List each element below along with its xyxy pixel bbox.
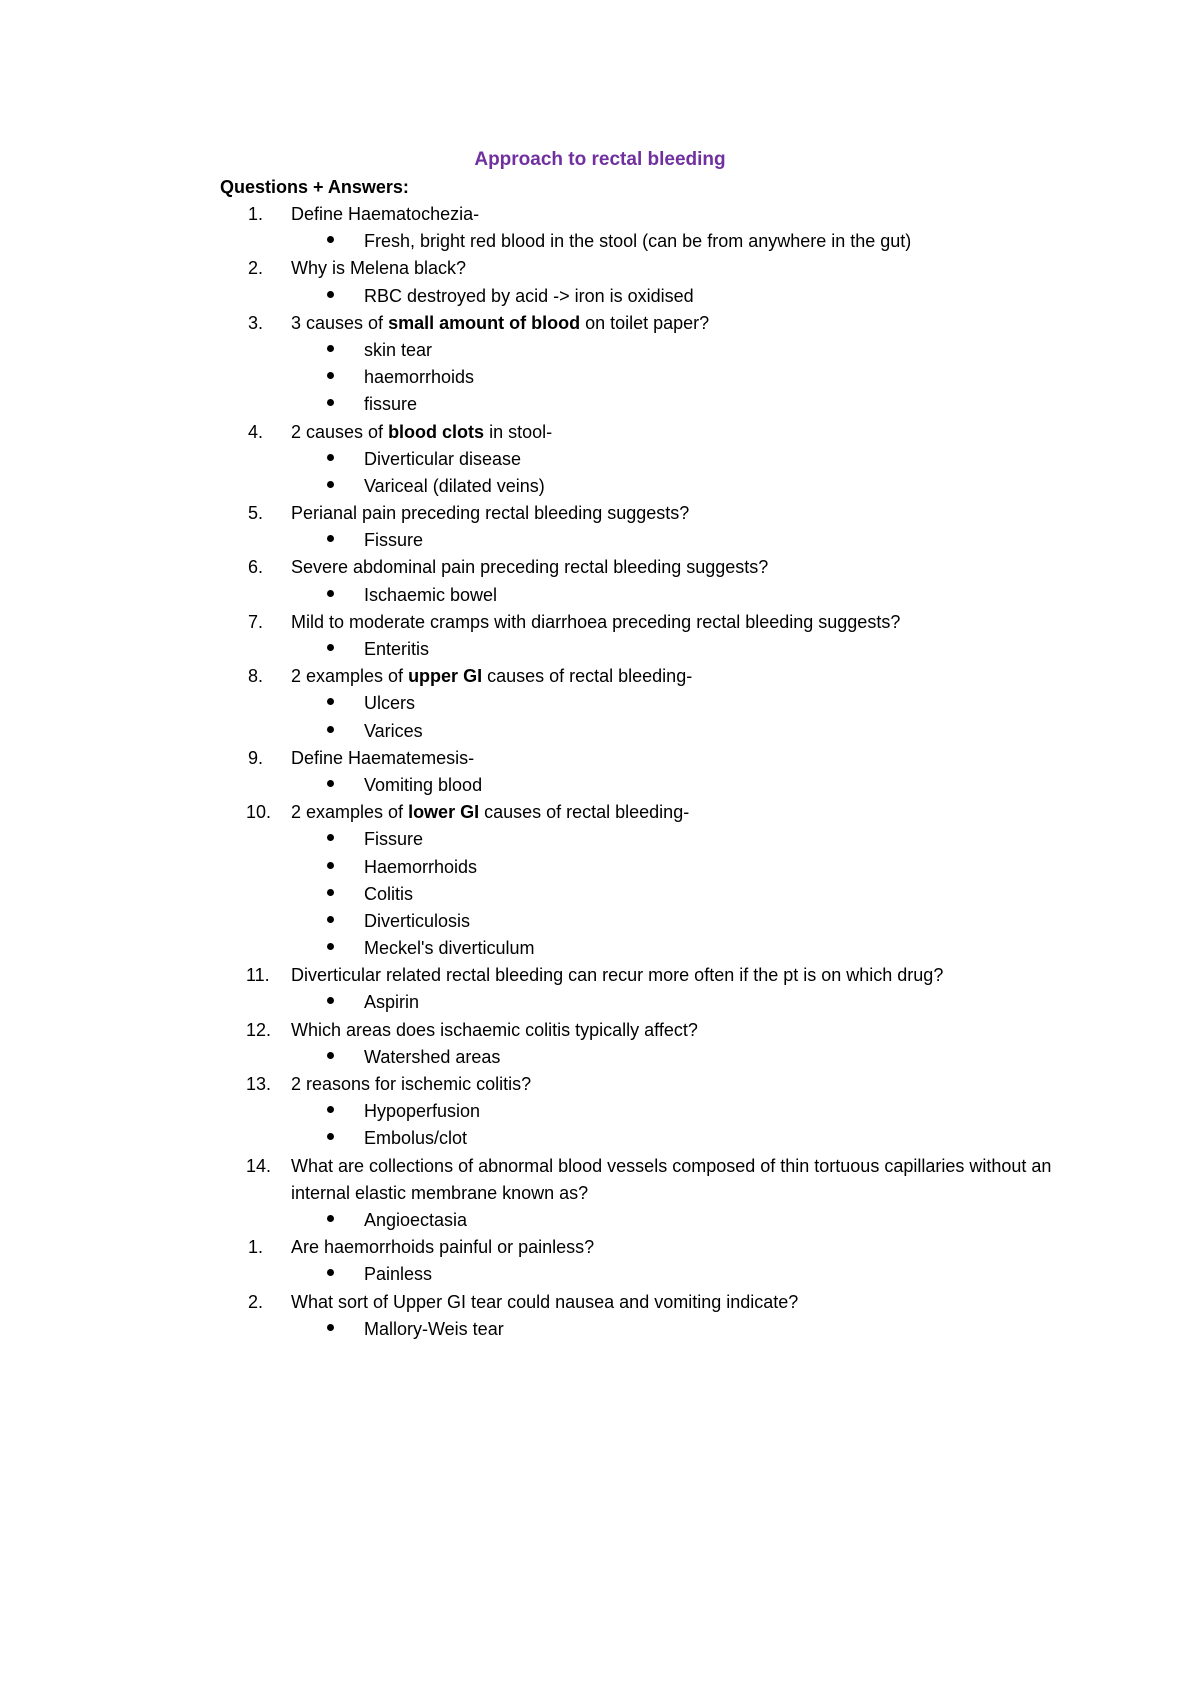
question-text: 2 causes of blood clots in stool- <box>291 421 553 442</box>
question-text: 2 examples of lower GI causes of rectal bleeding- <box>291 802 690 823</box>
answer-text: haemorrhoids <box>364 367 475 388</box>
answer-text: skin tear <box>364 339 433 360</box>
bullet-icon <box>327 1133 334 1140</box>
question-number: 2. <box>248 1291 264 1312</box>
question-item <box>0 1071 1200 1153</box>
answer-text: Aspirin <box>364 992 420 1013</box>
bullet-icon <box>327 236 334 243</box>
answer-item <box>0 935 1200 962</box>
question-number: 2. <box>248 258 264 279</box>
answer-list <box>0 989 1200 1016</box>
question-row <box>0 419 1200 446</box>
question-item <box>0 962 1200 1016</box>
question-row <box>0 609 1200 636</box>
question-text: Perianal pain preceding rectal bleeding suggests? <box>291 503 690 524</box>
bullet-icon <box>327 481 334 488</box>
document-title: Approach to rectal bleeding <box>474 149 726 170</box>
question-text: Diverticular related rectal bleeding can recur more often if the pt is on which drug? <box>291 965 944 986</box>
bullet-icon <box>327 644 334 651</box>
question-text: Are haemorrhoids painful or painless? <box>291 1237 595 1258</box>
bullet-icon <box>327 590 334 597</box>
question-number: 4. <box>248 421 264 442</box>
answer-item <box>0 690 1200 717</box>
question-text: 2 reasons for ischemic colitis? <box>291 1074 532 1094</box>
question-item <box>0 609 1200 663</box>
question-item <box>0 500 1200 554</box>
answer-item <box>0 283 1200 310</box>
answer-item <box>0 772 1200 799</box>
bullet-icon <box>327 862 334 869</box>
answer-text: Diverticular disease <box>364 448 522 469</box>
bullet-icon <box>327 454 334 461</box>
question-text: Why is Melena black? <box>291 258 467 279</box>
answer-text: Fissure <box>364 829 424 850</box>
question-item <box>0 554 1200 608</box>
question-item <box>0 255 1200 309</box>
answer-list <box>0 772 1200 799</box>
bullet-icon <box>327 834 334 841</box>
section-heading: Questions + Answers: <box>220 177 409 197</box>
question-row <box>0 1071 1200 1098</box>
bullet-icon <box>327 345 334 352</box>
answer-list <box>0 1316 1200 1343</box>
answer-item <box>0 1125 1200 1152</box>
question-item <box>0 419 1200 501</box>
answer-item <box>0 1316 1200 1343</box>
question-number: 9. <box>248 747 264 768</box>
answer-list <box>0 446 1200 500</box>
bullet-icon <box>327 698 334 705</box>
question-row <box>0 310 1200 337</box>
answer-item <box>0 1098 1200 1125</box>
question-text: Define Haematochezia- <box>291 204 480 224</box>
question-number: 12. <box>246 1019 272 1040</box>
question-emphasis: small amount of blood <box>388 312 581 333</box>
answer-text: Ulcers <box>364 693 416 714</box>
answer-text: Varices <box>364 720 423 741</box>
question-item <box>0 1153 1200 1235</box>
answer-item <box>0 527 1200 554</box>
question-number: 5. <box>248 503 264 524</box>
answer-list <box>0 527 1200 554</box>
answer-item <box>0 446 1200 473</box>
answer-text: Enteritis <box>364 639 430 659</box>
answer-text: fissure <box>364 394 418 415</box>
answer-list <box>0 1261 1200 1288</box>
answer-text: Watershed areas <box>364 1046 501 1067</box>
answer-item <box>0 1207 1200 1234</box>
bullet-icon <box>327 780 334 787</box>
question-row <box>0 554 1200 581</box>
question-number: 8. <box>248 666 264 687</box>
answer-text: Haemorrhoids <box>364 856 478 877</box>
question-number: 11. <box>246 965 270 986</box>
answer-item <box>0 364 1200 391</box>
question-row <box>0 1153 1200 1207</box>
question-row <box>0 1017 1200 1044</box>
answer-item <box>0 854 1200 881</box>
question-number: 1. <box>248 1237 264 1258</box>
question-row <box>0 255 1200 282</box>
question-number: 14. <box>246 1155 272 1176</box>
question-item <box>0 201 1200 255</box>
answer-text: Diverticulosis <box>364 910 471 931</box>
answer-list <box>0 636 1200 663</box>
question-item <box>0 1017 1200 1071</box>
question-item <box>0 799 1200 962</box>
answer-item <box>0 228 1200 255</box>
answer-list <box>0 337 1200 419</box>
answer-list <box>0 1044 1200 1071</box>
answer-text: Angioectasia <box>364 1209 468 1230</box>
answer-item <box>0 473 1200 500</box>
question-number: 3. <box>248 312 264 333</box>
answer-list <box>0 1098 1200 1152</box>
question-row <box>0 745 1200 772</box>
bullet-icon <box>327 372 334 379</box>
answer-text: Painless <box>364 1264 433 1285</box>
bullet-icon <box>327 916 334 923</box>
answer-item <box>0 391 1200 418</box>
answer-item <box>0 1261 1200 1288</box>
question-item <box>0 1289 1200 1343</box>
question-row <box>0 201 1200 228</box>
bullet-icon <box>327 535 334 542</box>
answer-list <box>0 1207 1200 1234</box>
answer-item <box>0 826 1200 853</box>
bullet-icon <box>327 1215 334 1222</box>
bullet-icon <box>327 889 334 896</box>
answer-item <box>0 989 1200 1016</box>
bullet-icon <box>327 1269 334 1276</box>
answer-list <box>0 283 1200 310</box>
question-emphasis: lower GI <box>408 802 480 823</box>
question-text: Define Haematemesis- <box>291 747 475 768</box>
question-emphasis: blood clots <box>388 421 485 442</box>
answer-item <box>0 582 1200 609</box>
answer-text: Embolus/clot <box>364 1128 468 1149</box>
question-text: Mild to moderate cramps with diarrhoea preceding rectal bleeding suggests? <box>291 611 901 632</box>
answer-item <box>0 337 1200 364</box>
question-row <box>0 1234 1200 1261</box>
bullet-icon <box>327 726 334 733</box>
bullet-icon <box>327 1324 334 1331</box>
question-text: What sort of Upper GI tear could nausea and vomiting indicate? <box>291 1291 799 1312</box>
answer-text: Variceal (dilated veins) <box>364 475 545 496</box>
question-text: Which areas does ischaemic colitis typically affect? <box>291 1019 698 1040</box>
question-item <box>0 310 1200 419</box>
answer-text: Hypoperfusion <box>364 1101 481 1122</box>
answer-list <box>0 690 1200 744</box>
answer-text: Meckel's diverticulum <box>364 938 535 959</box>
question-row <box>0 1289 1200 1316</box>
answer-item <box>0 1044 1200 1071</box>
answer-text: Ischaemic bowel <box>364 584 498 605</box>
answer-text: Fissure <box>364 530 424 551</box>
bullet-icon <box>327 943 334 950</box>
question-text: Severe abdominal pain preceding rectal bleeding suggests? <box>291 557 769 578</box>
question-text: What are collections of abnormal blood vessels composed of thin tortuous capillaries without an internal elastic membrane known as? <box>291 1155 1052 1203</box>
bullet-icon <box>327 1106 334 1113</box>
question-row <box>0 500 1200 527</box>
answer-item <box>0 908 1200 935</box>
question-number: 13. <box>246 1074 272 1094</box>
answer-text: Colitis <box>364 883 414 904</box>
question-text: 3 causes of small amount of blood on toilet paper? <box>291 312 710 333</box>
answer-text: Mallory-Weis tear <box>364 1318 504 1339</box>
question-row <box>0 663 1200 690</box>
question-list <box>0 201 1200 1343</box>
answer-item <box>0 881 1200 908</box>
answer-text: Fresh, bright red blood in the stool (can be from anywhere in the gut) <box>364 231 912 252</box>
question-emphasis: upper GI <box>408 666 483 687</box>
question-text: 2 examples of upper GI causes of rectal bleeding- <box>291 666 693 687</box>
question-number: 10. <box>246 802 272 823</box>
question-item <box>0 1234 1200 1288</box>
answer-list <box>0 228 1200 255</box>
question-number: 1. <box>248 204 264 224</box>
question-item <box>0 663 1200 745</box>
answer-list <box>0 582 1200 609</box>
answer-text: RBC destroyed by acid -> iron is oxidised <box>364 285 694 306</box>
question-row <box>0 962 1200 989</box>
bullet-icon <box>327 997 334 1004</box>
answer-item <box>0 636 1200 663</box>
bullet-icon <box>327 1052 334 1059</box>
bullet-icon <box>327 291 334 298</box>
answer-list <box>0 826 1200 962</box>
bullet-icon <box>327 399 334 406</box>
question-row <box>0 799 1200 826</box>
question-number: 6. <box>248 557 264 578</box>
answer-text: Vomiting blood <box>364 774 483 795</box>
question-number: 7. <box>248 611 264 632</box>
question-item <box>0 745 1200 799</box>
answer-item <box>0 718 1200 745</box>
